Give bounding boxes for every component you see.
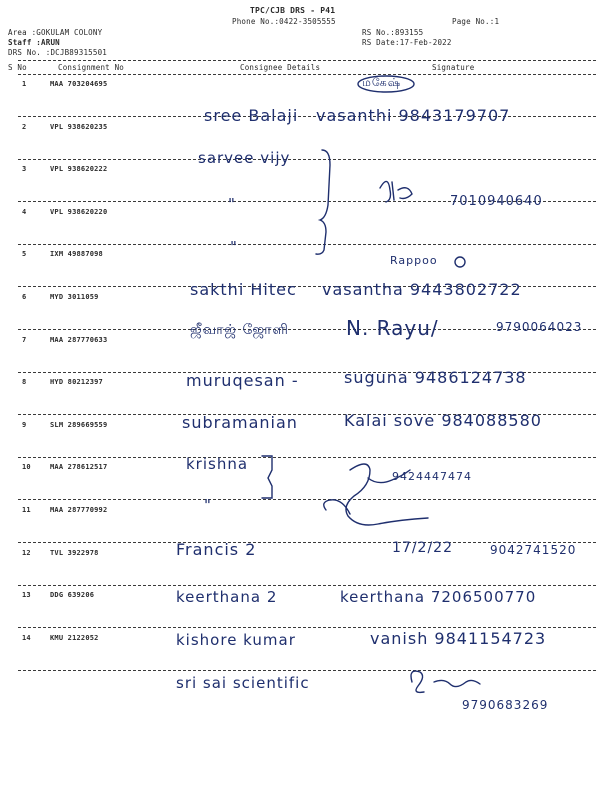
row-number: 4 xyxy=(22,207,27,216)
phone-number: Phone No.:0422-3505555 xyxy=(232,17,336,26)
row1-oval-mark xyxy=(358,76,414,92)
hw-row1-receiver: vasanthi 9843179707 xyxy=(316,106,511,125)
hw-row1-top: மகேஷ் xyxy=(362,76,402,89)
consignment-number: MAA 703204695 xyxy=(50,80,108,88)
consignment-number: SLM 289669559 xyxy=(50,420,108,429)
consignment-number: HYD 80212397 xyxy=(50,378,103,387)
col-signature: Signature xyxy=(432,63,475,72)
bracket-rows-2-4 xyxy=(316,150,330,254)
hw-row9-name: krishna xyxy=(186,455,249,473)
rs-date: RS Date:17-Feb-2022 xyxy=(362,38,452,47)
row3-signature xyxy=(380,181,412,202)
hw-row11-phone: 9042741520 xyxy=(490,543,577,557)
hw-row10-ditto: " xyxy=(204,496,212,514)
row-number: 6 xyxy=(22,293,27,301)
row-number: 12 xyxy=(22,548,31,557)
hw-row13-receiver: vanish 9841154723 xyxy=(370,629,547,648)
hw-row5-name: sakthi Hitec xyxy=(190,280,297,299)
consignment-number: VPL 938620222 xyxy=(50,165,108,174)
area-label: Area :GOKULAM COLONY xyxy=(8,28,103,37)
hw-row4-ditto: " xyxy=(230,238,238,256)
hw-row3-ditto: " xyxy=(228,195,236,213)
hw-row5-receiver: vasantha 9443802722 xyxy=(322,280,522,299)
consignment-number: MAA 287770992 xyxy=(50,506,108,514)
row-number: 10 xyxy=(22,463,31,472)
col-consignee-details: Consignee Details xyxy=(240,63,321,72)
consignment-number: MAA 278612517 xyxy=(50,463,108,472)
row-number: 13 xyxy=(22,591,31,600)
consignment-number: IXM 49887098 xyxy=(50,250,103,259)
hw-row7-receiver: suguna 9486124738 xyxy=(344,368,527,387)
hw-row8-receiver: Kalai sove 984088580 xyxy=(344,411,542,430)
consignment-number: MYD 3011059 xyxy=(50,293,99,301)
hw-row14-phone: 9790683269 xyxy=(462,698,549,712)
row-number: 11 xyxy=(22,506,31,514)
staff-label: Staff :ARUN xyxy=(8,38,60,47)
row-number: 7 xyxy=(22,335,27,344)
bracket-rows-9-10 xyxy=(262,456,272,498)
row-number: 3 xyxy=(22,165,27,174)
col-sno: S No xyxy=(8,63,27,72)
rs-number: RS No.:893155 xyxy=(362,28,424,37)
hw-row10-phone: 9424447474 xyxy=(392,470,472,483)
hw-row6-name: ஜீவாஜ் ஜோளி xyxy=(190,322,289,338)
report-title: TPC/CJB DRS - P41 xyxy=(250,6,336,15)
hw-row12-name: keerthana 2 xyxy=(176,588,278,606)
hw-row3-phone: 7010940640 xyxy=(450,194,543,209)
hw-row6-phone: 9790064023 xyxy=(496,320,583,334)
hw-row2-name: sarvee vijy xyxy=(198,149,291,167)
hw-row5-note: Rappoo xyxy=(390,254,438,267)
consignment-number: VPL 938620235 xyxy=(50,122,108,131)
row14-signature xyxy=(411,671,480,692)
hw-row11-date: 17/2/22 xyxy=(392,540,453,556)
row-number: 1 xyxy=(22,80,27,88)
consignment-number: DDG 639206 xyxy=(50,591,95,600)
hw-row6-receiver: N. Rayu/ xyxy=(346,316,439,340)
row-number: 8 xyxy=(22,378,27,387)
hw-row7-name: muruqesan - xyxy=(186,371,299,390)
hw-row14-name: sri sai scientific xyxy=(176,674,310,692)
row10-signature xyxy=(324,464,428,525)
hw-row13-name: kishore kumar xyxy=(176,631,296,649)
hw-row12-receiver: keerthana 7206500770 xyxy=(340,588,537,606)
row-number: 9 xyxy=(22,420,27,429)
hw-row1-name: sree Balaji xyxy=(204,106,299,125)
row5-circle-mark xyxy=(455,257,465,267)
hw-row8-name: subramanian xyxy=(182,413,298,432)
col-consignment: Consignment No xyxy=(58,63,125,72)
hw-row11-name: Francis 2 xyxy=(176,540,257,559)
consignment-number: TVL 3922978 xyxy=(50,548,99,557)
consignment-number: MAA 287770633 xyxy=(50,335,108,344)
row-number: 5 xyxy=(22,250,27,259)
drs-number: DRS No. :DCJB89315501 xyxy=(8,48,108,57)
row-number: 2 xyxy=(22,122,27,131)
row-number: 14 xyxy=(22,633,31,642)
consignment-number: KMU 2122052 xyxy=(50,633,99,642)
page-number: Page No.:1 xyxy=(452,17,500,26)
consignment-number: VPL 938620220 xyxy=(50,207,108,216)
